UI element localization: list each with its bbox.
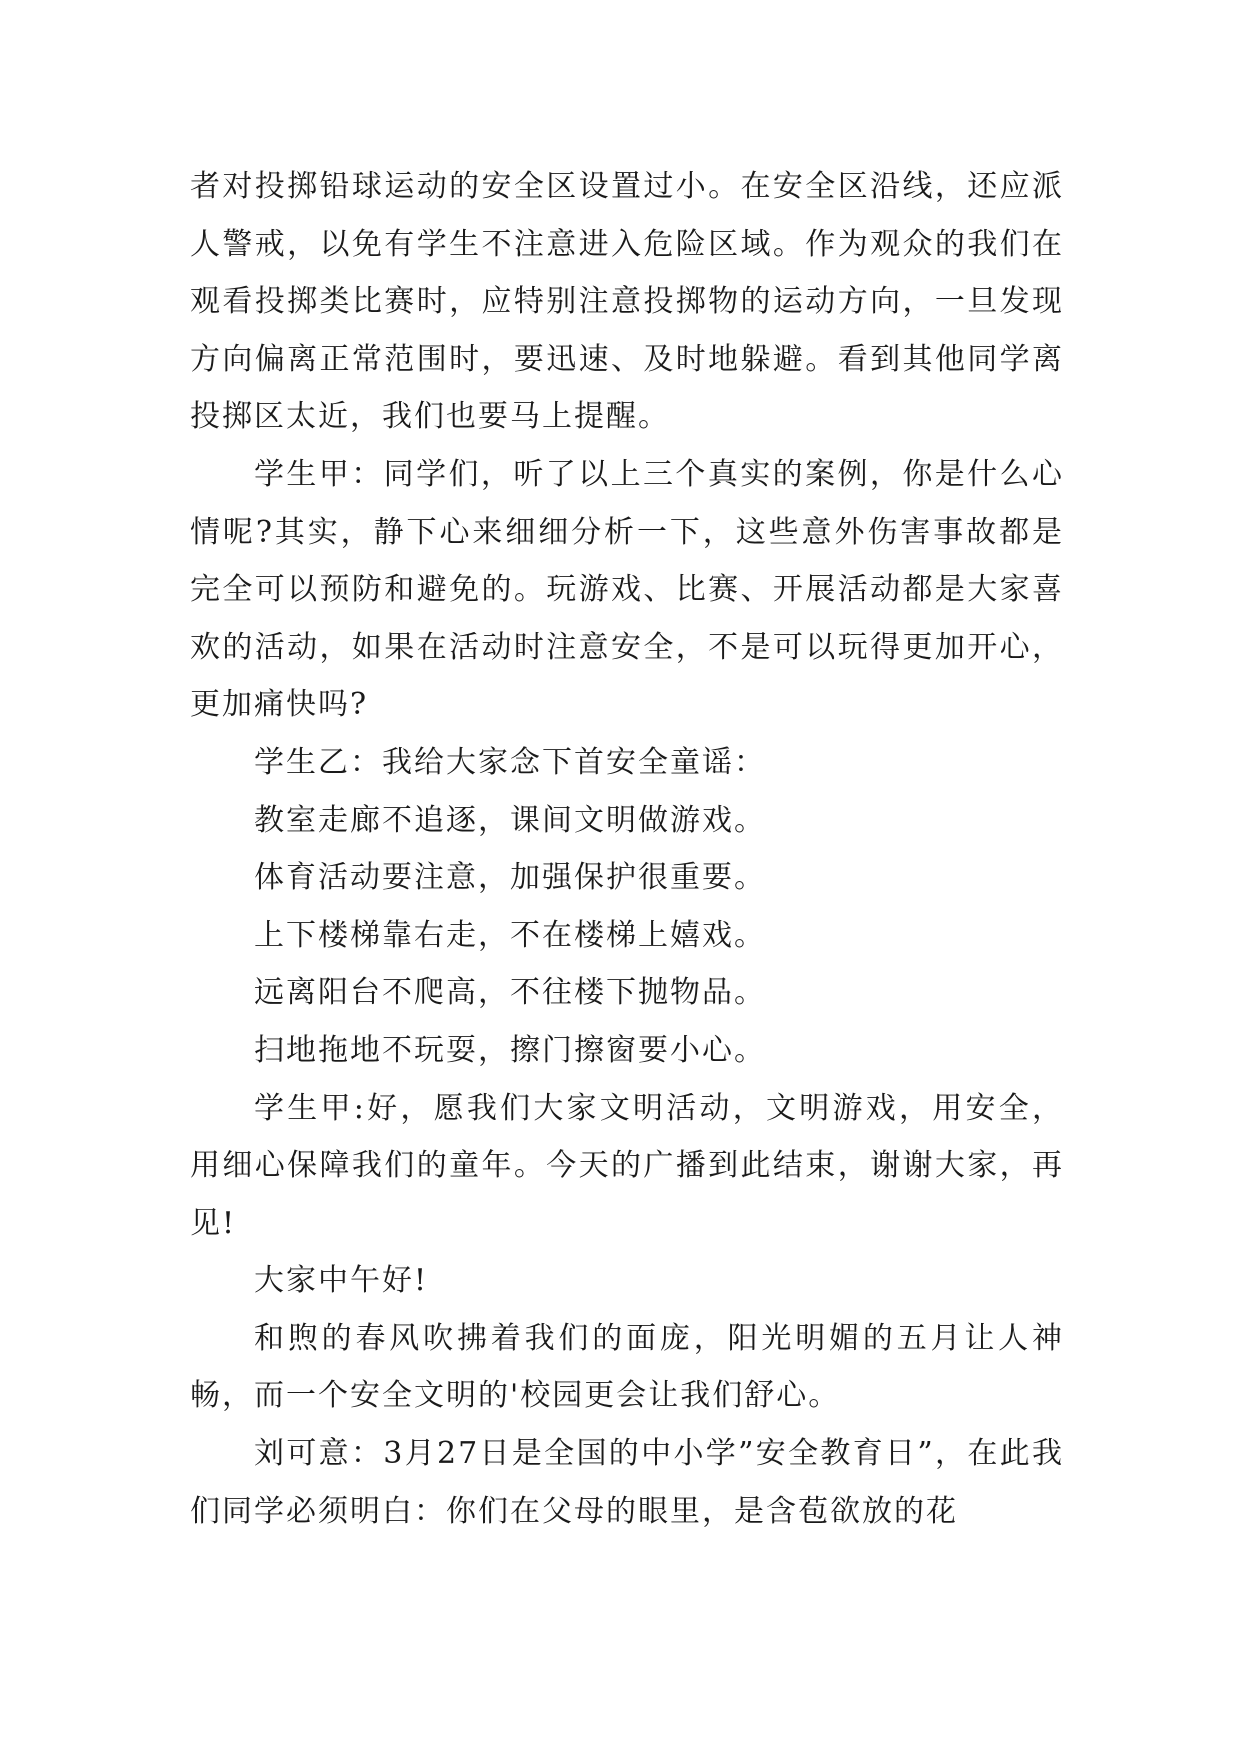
rhyme-line-1: 教室走廊不追逐，课间文明做游戏。 [254,802,766,838]
paragraph-spring: 和煦的春风吹拂着我们的面庞，阳光明媚的五月让人神畅，而一个安全文明的'校园更会让我们舒心。 [190,1320,1064,1414]
rhyme-line-3: 上下楼梯靠右走，不在楼梯上嬉戏。 [254,917,766,953]
rhyme-line-4: 远离阳台不爬高，不往楼下抛物品。 [254,975,766,1011]
rhyme-line-5: 扫地拖地不玩耍，擦门擦窗要小心。 [254,1032,766,1068]
paragraph-1: 者对投掷铅球运动的安全区设置过小。在安全区沿线，还应派人警戒，以免有学生不注意进入危险区域。作为观众的我们在观看投掷类比赛时，应特别注意投掷物的运动方向，一旦发现方向偏离正常范围时，要迅速、及时地躲避。看到其他同学离投掷区太近，我们也要马上提醒。 [190,169,1064,435]
document-body [190,158,1064,1540]
paragraph-3: 学生乙：我给大家念下首安全童谣： [254,744,766,780]
paragraph-closing: 学生甲:好，愿我们大家文明活动，文明游戏，用安全，用细心保障我们的童年。今天的广播到此结束，谢谢大家，再见! [190,1090,1064,1241]
paragraph-2: 学生甲：同学们，听了以上三个真实的案例，你是什么心情呢?其实，静下心来细细分析一下，这些意外伤害事故都是完全可以预防和避免的。玩游戏、比赛、开展活动都是大家喜欢的活动，如果在活动时注意安全，不是可以玩得更加开心，更加痛快吗? [190,456,1064,723]
paragraph-greeting: 大家中午好! [254,1263,429,1299]
rhyme-line-2: 体育活动要注意，加强保护很重要。 [254,860,766,896]
paragraph-liu-keyi: 刘可意：3月27日是全国的中小学”安全教育日”，在此我们同学必须明白：你们在父母的眼里，是含苞欲放的花 [190,1436,1064,1529]
